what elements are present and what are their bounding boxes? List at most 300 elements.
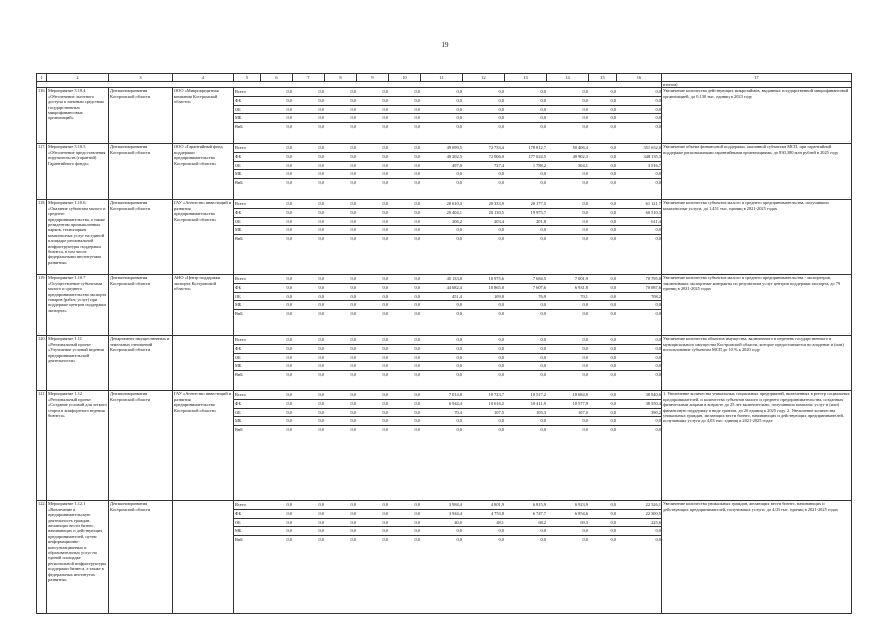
funding-value: 44 682,4 xyxy=(421,284,463,293)
header-cell: 14 xyxy=(547,74,589,82)
funding-value: 0,0 xyxy=(325,510,357,519)
funding-value: 0,0 xyxy=(589,370,617,378)
header-cell: 8 xyxy=(325,74,357,82)
funding-line xyxy=(234,501,662,509)
funding-value: 0,0 xyxy=(617,535,662,543)
funding-value: 0,0 xyxy=(318,89,324,95)
funding-value: 0,0 xyxy=(293,292,325,301)
funding-source: ОБ xyxy=(234,518,261,527)
funding-value: 0,0 xyxy=(421,309,463,317)
header-cell: 12 xyxy=(463,74,505,82)
funding-value: 0,0 xyxy=(617,345,662,354)
funding-value: 0,0 xyxy=(547,301,589,310)
funding-source: ФБ xyxy=(234,510,261,519)
funding-value: 0,0 xyxy=(293,114,325,123)
funding-value: 38 940,6 xyxy=(645,392,661,398)
funding-value: 0,0 xyxy=(357,408,389,417)
funding-line xyxy=(234,301,662,310)
funding-value: 19 975,7 xyxy=(505,209,547,218)
funding-value: 0,0 xyxy=(286,337,292,343)
expected-result: Увеличение объема финансовой поддержки, оказанной субъектам МСП, при гарантийной поддержке региональными гарантийными организациями, до 830,380 млн рублей в 2025 году xyxy=(662,144,852,200)
funding-value: 0,0 xyxy=(389,510,421,519)
funding-value: 0,0 xyxy=(357,345,389,354)
funding-value: 0,0 xyxy=(389,209,421,218)
funding-value: 0,0 xyxy=(382,201,388,207)
funding-value: 0,0 xyxy=(589,417,617,426)
funding-value: 0,0 xyxy=(617,170,662,179)
table-row xyxy=(37,336,852,391)
executor: Депэкономразвития Костромской области xyxy=(109,391,173,501)
funding-value: 0,0 xyxy=(389,178,421,186)
funding-value: 72 006,0 xyxy=(463,153,505,162)
funding-value: 0,0 xyxy=(350,337,356,343)
funding-value: 0,0 xyxy=(357,114,389,123)
funding-value: 0,0 xyxy=(325,535,357,543)
funding-value: 0,0 xyxy=(655,337,661,343)
funding-line xyxy=(234,370,662,378)
funding-value: 0,0 xyxy=(547,425,589,433)
funding-value: 0,0 xyxy=(325,417,357,426)
funding-value: 0,0 xyxy=(505,353,547,362)
funding-value: 0,0 xyxy=(589,226,617,235)
funding-source: Всего xyxy=(235,337,246,343)
funding-value: 0,0 xyxy=(389,226,421,235)
funding-value: 0,0 xyxy=(382,89,388,95)
funding-value: 0,0 xyxy=(547,345,589,354)
funding-value: 611,4 xyxy=(617,217,662,226)
event-name: Мероприятие 1.12.1 «Вовлечение в предпринимательскую деятельность граждан, желающих вести бизнес, начинающих и действующих предпринимателей, путем информационно-консультационных и образовательных услуг на единой площадке региональной инфраструктуры поддержки бизнеса, а также в федеральных институтах развития» xyxy=(47,501,109,614)
funding-value: 4 801,9 xyxy=(490,502,504,508)
funding-value: 0,0 xyxy=(325,122,357,130)
funding-value: 0,0 xyxy=(505,362,547,371)
funding-value: 72 733,4 xyxy=(488,145,504,151)
funding-value: 0,0 xyxy=(421,417,463,426)
funding-value: 0,0 xyxy=(421,425,463,433)
funding-value: 0,0 xyxy=(421,234,463,242)
funding-value: 0,0 xyxy=(389,105,421,114)
funding-source: ВнБ xyxy=(234,535,261,543)
funding-value: 0,0 xyxy=(547,353,589,362)
funding-value: 0,0 xyxy=(463,97,505,106)
funding-value: 0,0 xyxy=(325,97,357,106)
funding-value: 48,1 xyxy=(463,518,505,527)
funding-value: 0,0 xyxy=(325,105,357,114)
funding-line xyxy=(234,353,662,362)
funding-value: 0,0 xyxy=(325,284,357,293)
funding-line xyxy=(234,178,662,186)
funding-value: 0,0 xyxy=(589,301,617,310)
funding-source: ОБ xyxy=(234,353,261,362)
funding-value: 0,0 xyxy=(540,337,546,343)
funding-source: МБ xyxy=(234,226,261,235)
funding-value: 20 404,1 xyxy=(421,209,463,218)
funding-value: 0,0 xyxy=(589,353,617,362)
funding-value: 0,0 xyxy=(421,301,463,310)
row-number: 116. xyxy=(37,88,47,144)
funding-source: ФБ xyxy=(234,400,261,409)
funding-value: 0,0 xyxy=(325,309,357,317)
funding-value: 38 550,4 xyxy=(617,400,662,409)
funding-value: 0,0 xyxy=(589,292,617,301)
funding-value: 0,0 xyxy=(655,89,661,95)
funding-source: Всего xyxy=(235,145,246,151)
funding-value: 0,0 xyxy=(547,114,589,123)
header-cell: 9 xyxy=(357,74,389,82)
funding-source: ОБ xyxy=(234,105,261,114)
funding-value: 0,0 xyxy=(261,217,293,226)
funding-value: 0,0 xyxy=(505,122,547,130)
funding-block xyxy=(234,336,662,391)
funding-value: 0,0 xyxy=(318,201,324,207)
funding-value: 0,0 xyxy=(357,153,389,162)
funding-value: 0,0 xyxy=(547,370,589,378)
expected-result: Увеличение количества объектов имущества, включенного в перечень государственного и муниципального имущества Костромской области, которое предоставляется во владение и (или) использование субъектам МСП до 10 % к 2020 году xyxy=(662,336,852,391)
funding-value: 0,0 xyxy=(325,527,357,536)
funding-value: 10 865,8 xyxy=(463,284,505,293)
funding-value: 0,0 xyxy=(617,97,662,106)
funding-value: 0,0 xyxy=(325,345,357,354)
funding-value: 49 902,3 xyxy=(547,153,589,162)
funding-value: 0,0 xyxy=(389,400,421,409)
funding-source: ОБ xyxy=(234,161,261,170)
funding-value: 0,0 xyxy=(261,153,293,162)
funding-value: 0,0 xyxy=(389,408,421,417)
partner: АНО «Центр поддержки экспорта Костромской области» xyxy=(173,275,234,336)
funding-value: 0,0 xyxy=(293,425,325,433)
funding-value: 0,0 xyxy=(389,122,421,130)
funding-value: 0,0 xyxy=(547,234,589,242)
funding-value: 7 001,9 xyxy=(574,276,588,282)
funding-value: 0,0 xyxy=(325,153,357,162)
row-number: 117. xyxy=(37,144,47,200)
funding-value: 0,0 xyxy=(589,105,617,114)
funding-value: 0,0 xyxy=(325,353,357,362)
funding-value: 0,0 xyxy=(389,234,421,242)
funding-value: 0,0 xyxy=(286,276,292,282)
funding-value: 0,0 xyxy=(382,337,388,343)
funding-value: 0,0 xyxy=(286,89,292,95)
funding-source: Всего xyxy=(235,276,246,282)
funding-value: 70,4 xyxy=(421,408,463,417)
funding-line xyxy=(234,122,662,130)
funding-value: 0,0 xyxy=(350,201,356,207)
funding-value: 49 202,5 xyxy=(421,153,463,162)
continuation-text: итогом) xyxy=(662,82,852,88)
funding-value: 69,3 xyxy=(547,518,589,527)
funding-line xyxy=(234,284,662,293)
funding-value: 0,0 xyxy=(421,362,463,371)
funding-value: 0,0 xyxy=(505,535,547,543)
table-row xyxy=(37,88,852,144)
funding-value: 178 812,7 xyxy=(528,145,546,151)
funding-value: 0,0 xyxy=(505,309,547,317)
funding-value: 20 333,9 xyxy=(488,201,504,207)
expected-result: Увеличение количества действующих микрозаймов, выданных государственной микрофинансовой организацией, до 0,130 тыс. единиц в 2023 году xyxy=(662,88,852,144)
funding-value: 0,0 xyxy=(547,226,589,235)
funding-value: 0,0 xyxy=(540,89,546,95)
funding-value: 10 577,9 xyxy=(547,400,589,409)
funding-value: 0,0 xyxy=(389,362,421,371)
header-cell: 4 xyxy=(173,74,234,82)
funding-value: 0,0 xyxy=(357,527,389,536)
funding-value: 0,0 xyxy=(318,392,324,398)
funding-value: 0,0 xyxy=(357,178,389,186)
funding-value: 0,0 xyxy=(421,370,463,378)
funding-source: ВнБ xyxy=(234,178,261,186)
funding-line xyxy=(234,336,662,344)
funding-value: 0,0 xyxy=(589,97,617,106)
funding-value: 0,0 xyxy=(589,425,617,433)
funding-value: 7 607,6 xyxy=(505,284,547,293)
funding-value: 61 121,7 xyxy=(645,201,661,207)
funding-value: 10 616,2 xyxy=(463,400,505,409)
funding-line xyxy=(234,144,662,152)
funding-value: 0,0 xyxy=(505,114,547,123)
header-cell: 11 xyxy=(421,74,463,82)
funding-value: 0,0 xyxy=(357,217,389,226)
executor: Департамент имущественных и земельных отношений Костромской области xyxy=(109,336,173,391)
funding-value: 0,0 xyxy=(261,510,293,519)
funding-value: 0,0 xyxy=(325,400,357,409)
funding-value: 0,0 xyxy=(261,122,293,130)
partner: ГАУ «Агентство инвестиций и развития предпринимательства Костромской области» xyxy=(173,391,234,501)
funding-value: 0,0 xyxy=(325,209,357,218)
funding-value: 0,0 xyxy=(357,301,389,310)
funding-line xyxy=(234,88,662,96)
funding-block xyxy=(234,88,662,144)
funding-value: 7 684,5 xyxy=(532,276,546,282)
funding-value: 6 747,7 xyxy=(505,510,547,519)
partner: ООО «Гарантийный фонд поддержки предпринимательства Костромской области» xyxy=(173,144,234,200)
funding-value: 0,0 xyxy=(589,345,617,354)
funding-source: ВнБ xyxy=(234,122,261,130)
funding-value: 0,0 xyxy=(463,535,505,543)
funding-value: 0,0 xyxy=(286,502,292,508)
funding-value: 7 014,8 xyxy=(448,392,462,398)
funding-value: 0,0 xyxy=(463,345,505,354)
funding-source: ОБ xyxy=(234,408,261,417)
funding-value: 0,0 xyxy=(293,527,325,536)
funding-value: 0,0 xyxy=(261,170,293,179)
funding-value: 0,0 xyxy=(357,105,389,114)
funding-value: 0,0 xyxy=(261,370,293,378)
funding-value: 0,0 xyxy=(261,284,293,293)
funding-source: МБ xyxy=(234,527,261,536)
funding-value: 0,0 xyxy=(505,226,547,235)
funding-value: 0,0 xyxy=(421,345,463,354)
header-cell: 5 xyxy=(234,74,261,82)
funding-value: 0,0 xyxy=(357,400,389,409)
funding-value: 0,0 xyxy=(389,153,421,162)
funding-value: 0,0 xyxy=(547,97,589,106)
funding-value: 0,0 xyxy=(421,105,463,114)
funding-value: 0,0 xyxy=(463,370,505,378)
funding-value: 0,0 xyxy=(589,408,617,417)
funding-value: 0,0 xyxy=(325,226,357,235)
funding-value: 0,0 xyxy=(589,535,617,543)
funding-value: 0,0 xyxy=(589,209,617,218)
funding-block xyxy=(234,275,662,336)
funding-value: 0,0 xyxy=(357,161,389,170)
funding-value: 3 516,7 xyxy=(617,161,662,170)
funding-value: 0,0 xyxy=(293,226,325,235)
funding-value: 0,0 xyxy=(463,122,505,130)
funding-value: 0,0 xyxy=(505,178,547,186)
funding-value: 0,0 xyxy=(293,234,325,242)
row-number: 120. xyxy=(37,336,47,391)
funding-value: 0,0 xyxy=(389,417,421,426)
funding-value: 0,0 xyxy=(617,105,662,114)
funding-value: 0,0 xyxy=(293,408,325,417)
funding-source: ФБ xyxy=(234,284,261,293)
row-number: 119. xyxy=(37,275,47,336)
row-number: 121. xyxy=(37,391,47,501)
funding-value: 0,0 xyxy=(325,370,357,378)
funding-value: 70 087,6 xyxy=(617,284,662,293)
funding-value: 0,0 xyxy=(325,161,357,170)
funding-value: 0,0 xyxy=(463,353,505,362)
funding-value: 10 975,6 xyxy=(488,276,504,282)
funding-block xyxy=(234,144,662,200)
funding-value: 0,0 xyxy=(293,284,325,293)
partner xyxy=(173,501,234,614)
funding-value: 0,0 xyxy=(293,309,325,317)
funding-value: 70 795,8 xyxy=(645,276,661,282)
funding-source: Всего xyxy=(235,392,246,398)
event-name: Мероприятие 1.10.6. «Оказание субъектам малого и среднего предпринимательства, а также резидентам промышленных парков, технопарков комплексных услуг на единой площадке региональной инфраструктуры поддержки бизнеса, в том числе федеральными институтами развития» xyxy=(47,200,109,275)
funding-line xyxy=(234,200,662,208)
funding-value: 0,0 xyxy=(589,122,617,130)
funding-value: 708,2 xyxy=(617,292,662,301)
funding-value: 0,0 xyxy=(389,309,421,317)
funding-value: 22 300,5 xyxy=(617,510,662,519)
table-row xyxy=(37,200,852,275)
funding-value: 0,0 xyxy=(293,370,325,378)
funding-value: 0,0 xyxy=(421,353,463,362)
funding-source: ФБ xyxy=(234,345,261,354)
funding-value: 105,3 xyxy=(505,408,547,417)
funding-value: 4 753,8 xyxy=(463,510,505,519)
funding-line xyxy=(234,518,662,527)
funding-value: 0,0 xyxy=(617,425,662,433)
funding-value: 0,0 xyxy=(261,309,293,317)
funding-value: 0,0 xyxy=(261,234,293,242)
funding-line xyxy=(234,408,662,417)
event-name: Мероприятие 1.12 «Региональный проект «Создание условий для легкого старта и комфортного ведения бизнеса» xyxy=(47,391,109,501)
funding-value: 40,0 xyxy=(421,518,463,527)
header-cell: 17 xyxy=(662,74,852,82)
funding-value: 0,0 xyxy=(286,392,292,398)
funding-source: ФБ xyxy=(234,209,261,218)
funding-value: 0,0 xyxy=(325,217,357,226)
funding-value: 0,0 xyxy=(463,362,505,371)
funding-value: 0,0 xyxy=(261,425,293,433)
funding-value: 0,0 xyxy=(318,337,324,343)
funding-value: 0,0 xyxy=(589,153,617,162)
header-cell: 1 xyxy=(37,74,47,82)
funding-value: 76,9 xyxy=(505,292,547,301)
funding-value: 0,0 xyxy=(414,337,420,343)
funding-value: 348 135,3 xyxy=(617,153,662,162)
table-row xyxy=(37,144,852,200)
funding-value: 107,0 xyxy=(547,408,589,417)
funding-value: 10 411,9 xyxy=(505,400,547,409)
funding-value: 0,0 xyxy=(293,161,325,170)
funding-line xyxy=(234,425,662,433)
funding-value: 0,0 xyxy=(505,425,547,433)
funding-value: 20 610,3 xyxy=(446,201,462,207)
funding-value: 390,2 xyxy=(617,408,662,417)
funding-value: 0,0 xyxy=(382,145,388,151)
funding-value: 0,0 xyxy=(261,226,293,235)
funding-value: 0,0 xyxy=(389,97,421,106)
event-name: Мероприятие 1.11 «Региональный проект «Улучшение условий ведения предпринимательской деятельности» xyxy=(47,336,109,391)
funding-value: 3 984,4 xyxy=(448,502,462,508)
funding-value: 0,0 xyxy=(325,170,357,179)
executor: Депэкономразвития Костромской области xyxy=(109,275,173,336)
funding-value: 0,0 xyxy=(382,502,388,508)
funding-value: 0,0 xyxy=(617,353,662,362)
funding-value: 3 944,4 xyxy=(421,510,463,519)
funding-value: 0,0 xyxy=(293,518,325,527)
header-cell: 3 xyxy=(109,74,173,82)
funding-value: 0,0 xyxy=(325,178,357,186)
funding-value: 0,0 xyxy=(261,161,293,170)
funding-value: 0,0 xyxy=(293,217,325,226)
funding-source: ВнБ xyxy=(234,234,261,242)
funding-value: 0,0 xyxy=(357,417,389,426)
funding-value: 6 944,4 xyxy=(421,400,463,409)
funding-value: 0,0 xyxy=(261,400,293,409)
funding-value: 0,0 xyxy=(293,122,325,130)
funding-value: 1 788,2 xyxy=(505,161,547,170)
funding-line xyxy=(234,309,662,317)
funding-value: 0,0 xyxy=(547,362,589,371)
funding-value: 0,0 xyxy=(617,370,662,378)
funding-value: 0,0 xyxy=(421,535,463,543)
funding-value: 0,0 xyxy=(357,97,389,106)
funding-value: 0,0 xyxy=(414,502,420,508)
funding-value: 0,0 xyxy=(261,209,293,218)
funding-value: 0,0 xyxy=(293,153,325,162)
row-number: 118. xyxy=(37,200,47,275)
funding-value: 0,0 xyxy=(589,178,617,186)
funding-value: 0,0 xyxy=(547,527,589,536)
funding-source: МБ xyxy=(234,114,261,123)
funding-value: 0,0 xyxy=(463,105,505,114)
funding-value: 0,0 xyxy=(389,518,421,527)
funding-value: 0,0 xyxy=(589,400,617,409)
partner: ООО «Микрокредитная компания Костромской области» xyxy=(173,88,234,144)
funding-block xyxy=(234,391,662,501)
funding-value: 504,1 xyxy=(547,161,589,170)
funding-value: 0,0 xyxy=(261,97,293,106)
funding-line xyxy=(234,362,662,371)
funding-value: 0,0 xyxy=(505,170,547,179)
funding-value: 0,0 xyxy=(498,89,504,95)
funding-value: 0,0 xyxy=(357,353,389,362)
funding-value: 0,0 xyxy=(463,301,505,310)
funding-line xyxy=(234,400,662,409)
funding-source: Всего xyxy=(235,201,246,207)
funding-value: 50 406,4 xyxy=(572,145,588,151)
funding-source: ФБ xyxy=(234,97,261,106)
funding-value: 0,0 xyxy=(547,309,589,317)
funding-value: 177 024,5 xyxy=(505,153,547,162)
funding-value: 0,0 xyxy=(293,209,325,218)
funding-value: 0,0 xyxy=(293,417,325,426)
funding-value: 0,0 xyxy=(325,114,357,123)
